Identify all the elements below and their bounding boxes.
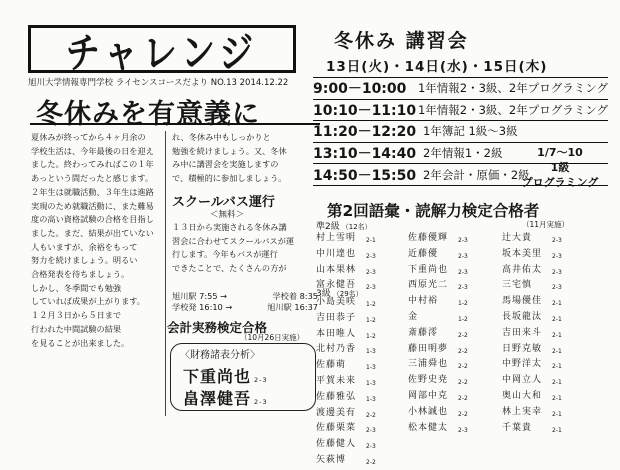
session-note [517,145,603,193]
passer-name: 松本健太 [408,422,449,433]
exam-passer [183,364,268,387]
schedule-course: 2年会計・原価・2級 [423,167,530,182]
article-line: 度の高い資格試験の合格を目指し [31,214,154,225]
exam-passer-grade: 2-3 [254,398,268,406]
article-line: 人もいますが、余裕をもって [31,241,138,252]
passer-name: 坂本美里 [502,248,543,259]
passer-row [502,264,562,280]
passer-grade: 1-3 [366,379,376,387]
passer-name: 藤田明夢 [408,343,449,354]
article-line: あっという間だったと感じます。 [31,173,154,184]
passer-grade: 2-1 [552,394,562,402]
passer-row [408,327,468,343]
bus-time: 旭川駅 16:37 [267,301,318,312]
newsletter-title-banner [28,25,296,78]
group-count: （29名） [332,290,363,298]
bus-line: １３日から実施される冬休み講 [172,222,287,232]
bus-time: 学校発 16:10 → [172,301,233,312]
article-line: 努力を続けましょう。明るい [31,255,138,266]
passer-name: 中村裕 [408,296,439,307]
exam-heading: 会計実務検定合格 [167,320,268,335]
column-divider [165,131,166,416]
passer-name: 本田唯人 [316,328,357,339]
article-line: していれば成果が上がります。 [31,296,145,307]
exam-date: （10月26日実施） [240,333,305,342]
passer-grade: 1-2 [458,300,468,308]
passer-name: 佐藤健人 [316,439,357,450]
schedule-course: 1年情報2・3級、2年プログラミング [417,81,608,96]
passer-grade: 2-1 [552,426,562,434]
passer-name: 林上実幸 [502,406,543,417]
passer-row [502,390,562,406]
group-label-text: 3級 [316,289,331,299]
article-column-2 [172,131,318,189]
newsletter-title: チャレンジ [65,29,259,78]
article-line: ました。終わってみればこの１年 [31,159,154,170]
article-line: 合格発表を待ちましょう。 [31,269,130,280]
passer-grade: 2-1 [366,237,376,244]
passer-grade: 2-3 [458,426,468,434]
headline-rule [30,123,320,125]
passer-grade: 2-1 [552,315,562,323]
passer-name: 富永健吾 [316,280,357,291]
schedule-time: 10:10－11:10 [313,102,417,119]
passer-row [316,375,376,391]
passer-row [502,279,562,295]
passer-grade: 2-3 [366,427,376,435]
passer-row [316,438,376,454]
passer-grade: 1-2 [366,316,376,324]
article-line: で、積極的に参加しましょう。 [172,173,287,184]
passer-row [316,264,376,280]
passer-name: 平賀未来 [316,375,357,386]
passer-grade: 2-3 [458,252,468,260]
bus-time-row [172,302,318,313]
issue-line: 旭川大学情報専門学校 ライセンスコースだより NO.13 2014.12.22 [28,78,289,88]
passer-grade: 2-1 [552,379,562,387]
passer-row [408,358,468,374]
winter-session-dates: 13日(火)・14日(水)・15日(木) [326,59,548,75]
passer-name: 小林誠也 [408,406,449,417]
article-line: ました。まだ、結果が出ていない [31,227,154,238]
group-label [316,219,372,232]
passer-grade: 2-3 [458,268,468,276]
passer-row [316,248,376,264]
exam-passer-grade: 2-3 [254,376,268,384]
names-list [502,232,562,437]
results-heading: 第2回語彙・読解力検定合格者 [327,202,540,220]
passer-grade: 2-3 [366,284,376,292]
article-line: れ、冬休み中もしっかりと [172,132,271,142]
passer-name: 三浦舜也 [408,359,449,370]
passer-grade: 2-3 [366,443,376,451]
passer-name: 馬場優佳 [502,296,543,307]
bus-time: 旭川駅 7:55 → [172,291,228,301]
passer-name: 三宅慎 [502,280,533,291]
passer-name: 中岡立人 [502,375,543,386]
passer-row [502,248,562,264]
article-line: 行われた中間試験の結果 [31,323,122,334]
passer-grade: 2-2 [366,411,376,419]
passer-name: 佐藤萌 [316,360,347,371]
session-note-level: 1級 [550,161,570,174]
passer-row [408,248,468,264]
article-line: を見ることが出来ました。 [31,337,130,348]
names-list [316,296,376,470]
passer-row [502,358,562,374]
passer-grade: 2-2 [458,347,468,355]
passer-grade: 2-3 [552,284,562,292]
bus-body [172,221,318,274]
passer-name: 辻大貴 [502,233,533,243]
passer-name: 北村乃香 [316,344,357,355]
bus-heading: スクールバス運行 [172,195,275,210]
passer-name: 吉田恭子 [316,312,357,323]
passer-name: 千葉貴 [502,422,533,433]
bus-line: 行します。今年もバスが運行 [172,249,278,260]
passer-row [408,422,468,438]
exam-passer-name: 畠澤健吾 [183,389,252,408]
passer-grade: 2-3 [366,268,376,276]
passer-row [316,232,376,248]
passer-row [502,295,562,311]
schedule-course: 1年情報2・3級、2年プログラミング [417,102,608,117]
passer-grade: 2-2 [458,410,468,418]
session-note-subject: プログラミング [521,176,599,189]
passer-name: 長坂龍汰 [502,311,543,322]
schedule-time: 13:10－14:40 [313,146,417,163]
passer-name: 斎藤澪 [408,327,439,338]
passer-name: 近藤優 [408,248,439,259]
passer-name: 金 [408,311,419,322]
article-line: 実現のため就職活動に、また難易 [31,200,154,211]
passer-grade: 2-1 [552,347,562,355]
passer-name: 高井佑太 [502,264,543,275]
passer-grade: 2-3 [552,268,562,276]
passer-row [316,454,376,470]
passer-row [408,279,468,295]
passer-name: 岡部中克 [408,390,449,401]
passer-row [316,407,376,423]
passer-name: 中川達也 [316,248,357,259]
passer-grade: 2-3 [552,237,562,244]
passer-row [316,296,376,312]
passer-row [502,406,562,422]
schedule-time: 14:50－15:50 [313,167,417,184]
passer-grade: 2-2 [458,394,468,402]
passer-row [316,343,376,359]
bus-line: できたことで、たくさんの方が [172,263,287,274]
passer-name: 渡邊美有 [316,407,357,418]
passer-grade: 1-2 [366,332,376,340]
schedule-row [313,100,608,122]
passer-row [316,312,376,328]
passer-name: 矢萩博 [316,454,347,465]
passer-grade: 2-1 [552,410,562,418]
passer-name: 佐藤栗菜 [316,423,357,434]
passer-name: 小島美咲 [316,297,357,307]
article-line: み中に講習会を実施しますの [172,159,279,170]
passer-grade: 2-1 [552,363,562,371]
schedule-row [313,121,608,143]
passer-grade: 2-1 [552,300,562,308]
passer-row [408,232,468,248]
article-line: １２月３日から５日まで [31,310,122,321]
article-line: 学校生活は、今年最後の日を迎え [31,145,154,156]
passer-row [502,374,562,390]
passer-row [408,264,468,280]
passer-row [316,391,376,407]
passer-grade: 2-2 [458,379,468,387]
passer-name: 佐藤雅弘 [316,391,357,402]
passer-row [502,327,562,343]
article-line: 勉強を続けましょう。又、冬休 [172,145,287,156]
passer-row [408,374,468,390]
article-column-1 [31,131,161,416]
article-line: 夏休みが終ってから４ヶ月余の [31,132,146,142]
names-list [408,232,468,437]
bus-times [172,291,318,312]
passer-row [502,311,562,327]
bus-time: 学校着 8:35 [272,291,318,301]
passer-name: 吉田来斗 [502,327,543,338]
passer-grade: 1-3 [366,395,376,403]
passer-name: 山本果林 [316,264,357,275]
passer-name: 奥山大和 [502,390,543,401]
passer-row [408,390,468,406]
passer-row [408,343,468,359]
main-headline: 冬休みを有意義に [36,99,260,130]
passer-grade: 2-3 [366,252,376,260]
group-count: （12名） [341,223,372,231]
passer-row [408,406,468,422]
schedule-time: 11:20－12:20 [313,124,417,141]
passer-grade: 2-3 [458,284,468,292]
passer-row [408,295,468,311]
passer-name: 村上雪明 [316,233,357,243]
passer-name: 日野克敏 [502,343,543,354]
bus-time-row [172,291,318,302]
passer-row [316,422,376,438]
article-line: しかし、冬季間でも勉強 [31,282,122,293]
schedule-row [313,77,608,100]
passer-grade: 2-2 [458,363,468,371]
session-note-date: 1/7〜10 [537,146,583,159]
passer-row [502,343,562,359]
bus-line: 習会に合わせてスクールバスが運 [172,235,295,246]
bus-subheading: ＜無料＞ [210,210,245,220]
schedule-time: 9:00－10:00 [313,81,407,98]
results-date: （11月実施） [522,220,570,229]
schedule-course: 1年簿記 1級〜3級 [423,124,518,139]
winter-session-heading: 冬休み 講習会 [334,30,469,52]
passer-grade: 1-2 [366,301,376,308]
passer-name: 中野洋太 [502,359,543,370]
schedule-course: 2年情報1・2級 [423,146,503,161]
passer-name: 佐野史尭 [408,375,449,386]
passer-grade: 1-2 [458,315,468,323]
exam-passer-name: 下重尚也 [183,367,252,386]
passer-grade: 2-2 [458,331,468,339]
passer-name: 下重尚也 [408,264,449,275]
passer-row [316,328,376,344]
passer-row [502,422,562,438]
article-line: ２年生は就職活動、３年生は進路 [31,186,154,197]
passer-grade: 2-2 [366,458,376,466]
passer-row [408,311,468,327]
passer-row [316,359,376,375]
exam-passer [183,386,268,409]
passer-grade: 1-3 [366,364,376,372]
passer-grade: 1-3 [366,348,376,356]
passer-grade: 2-3 [552,252,562,260]
passer-grade: 2-1 [552,331,562,339]
passer-name: 西原光二 [408,280,449,291]
exam-subject: 〈財務諸表分析〉 [180,350,260,361]
passer-row [502,232,562,248]
group-label-text: 準2級 [316,222,340,232]
passer-grade: 2-3 [458,237,468,244]
passer-name: 佐藤優輝 [408,233,449,243]
